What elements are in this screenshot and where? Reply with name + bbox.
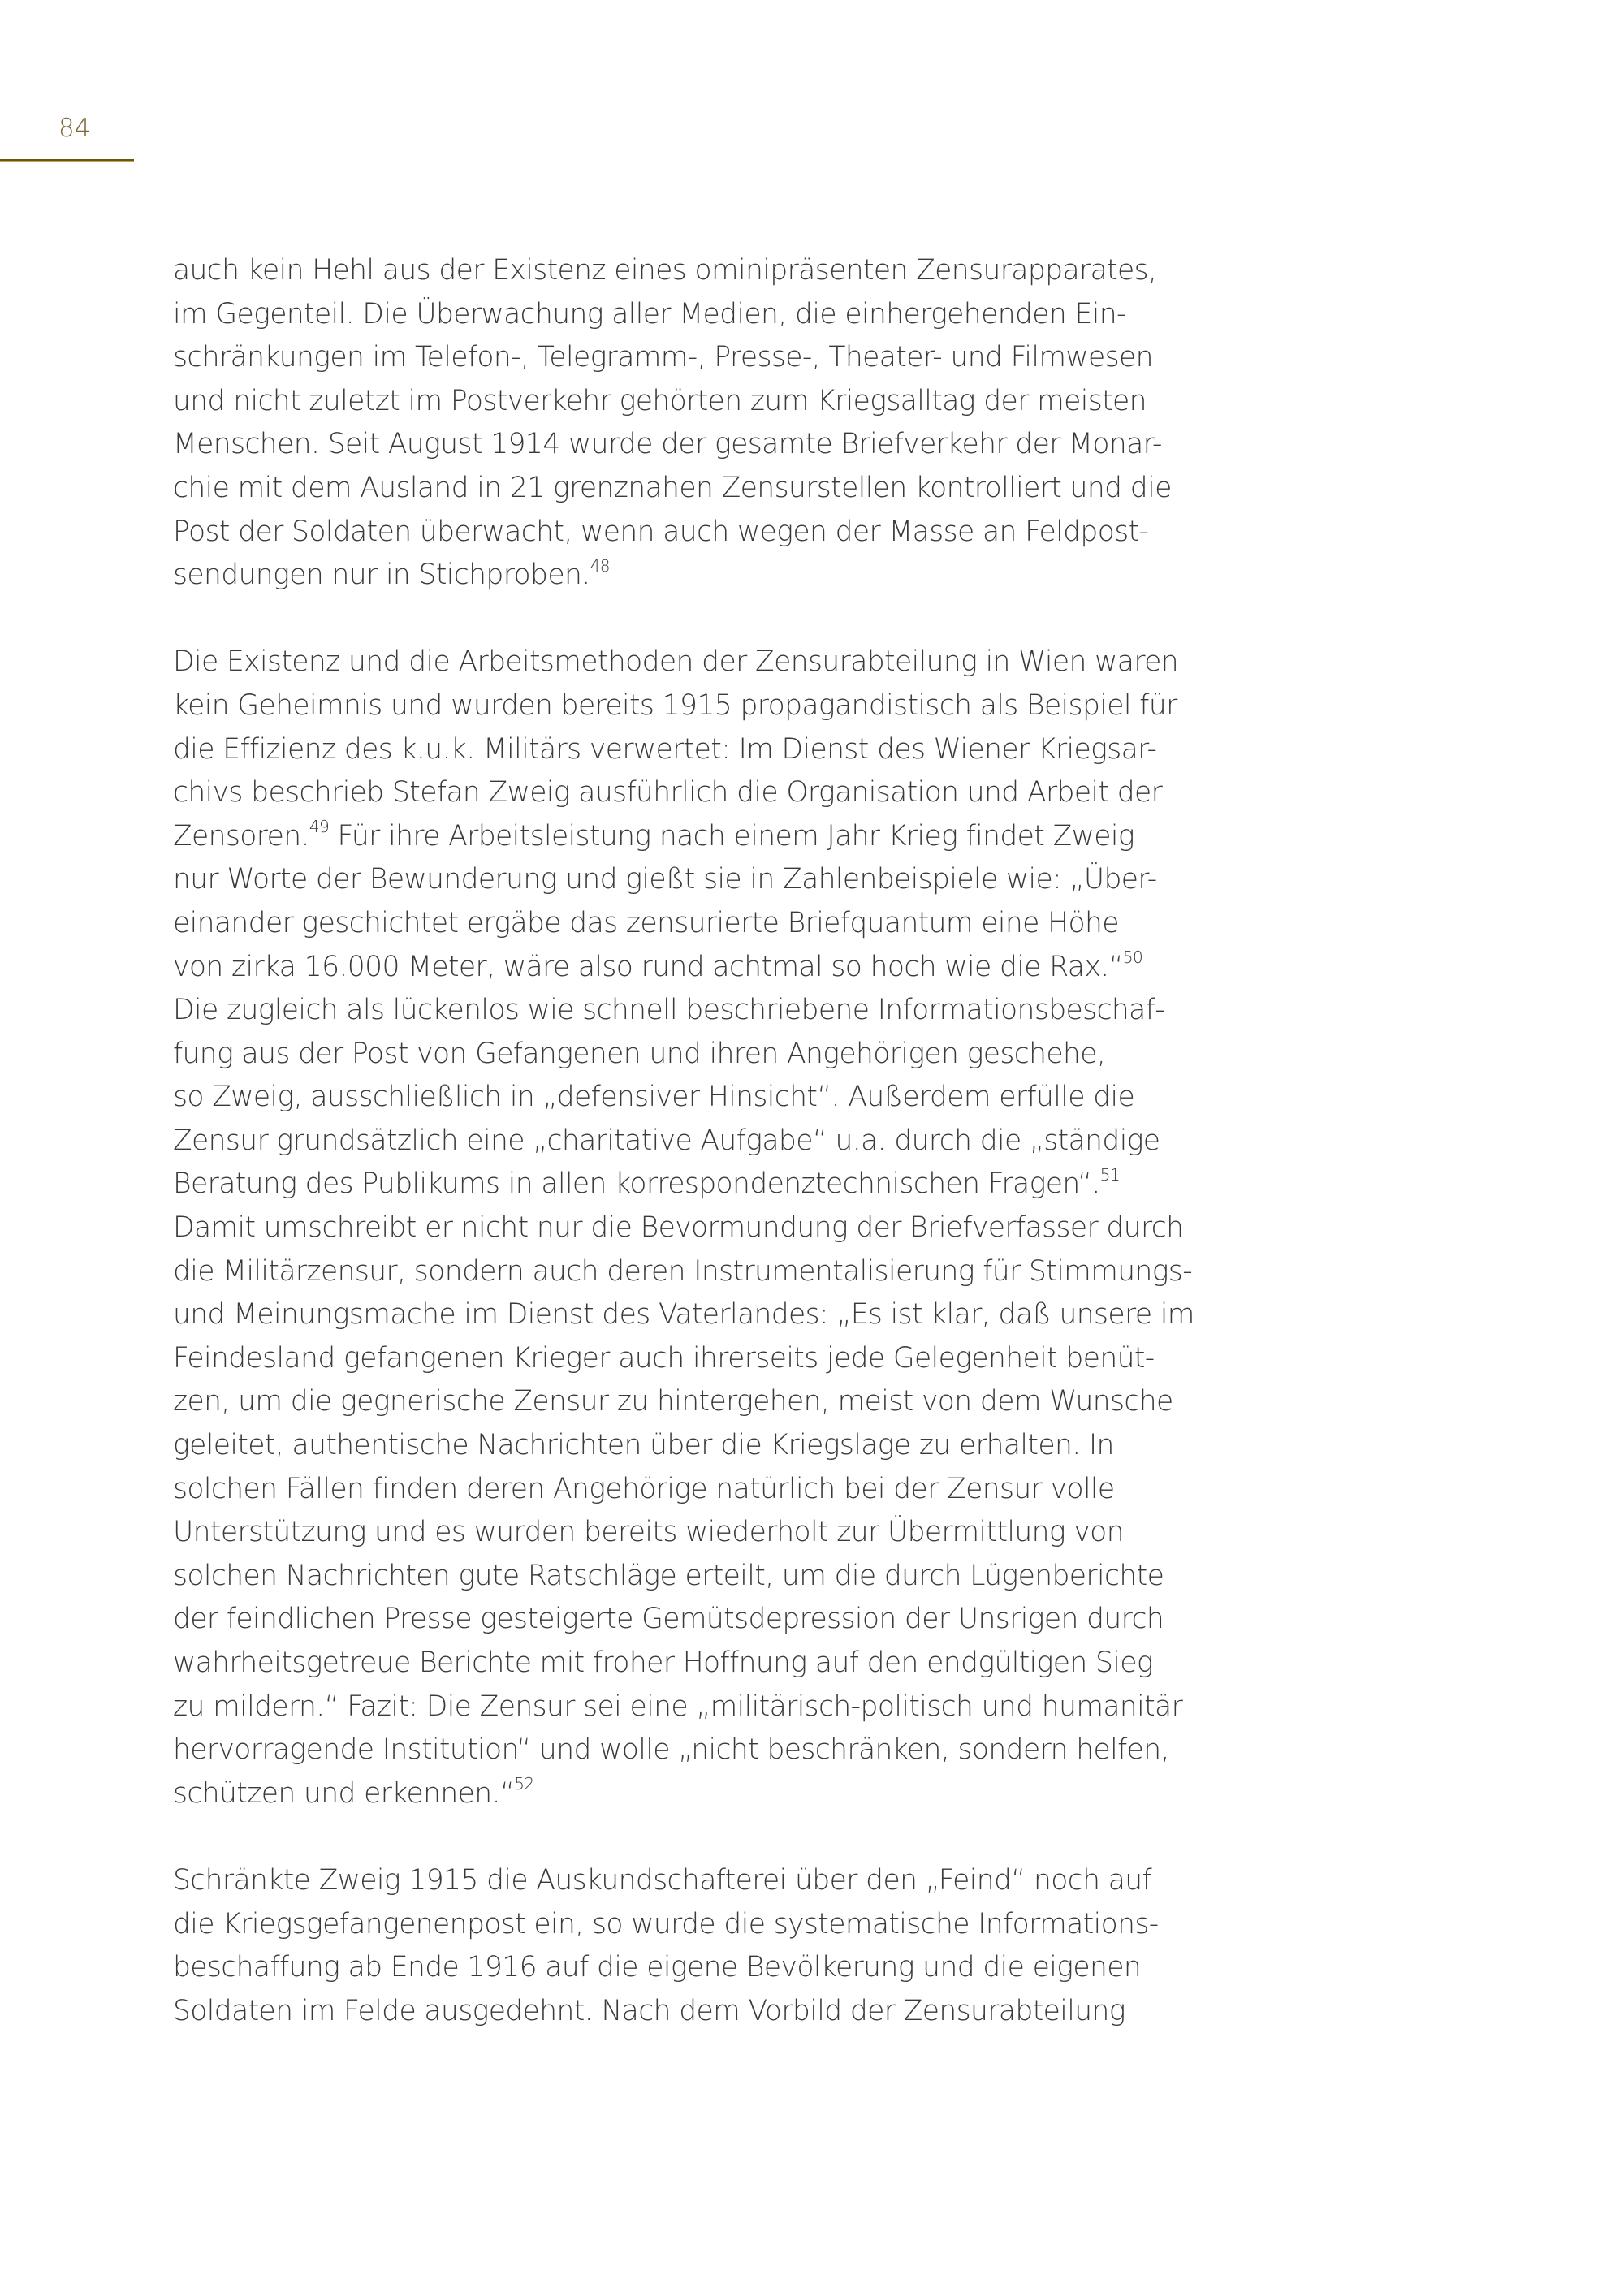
footnote-ref[interactable]: 48 (590, 555, 610, 576)
text-line: Die Existenz und die Arbeitsmethoden der Zensurabteilung in Wien waren (173, 645, 1179, 679)
text-line: Soldaten im Felde ausgedehnt. Nach dem Vorbild der Zensurabteilung (173, 1994, 1125, 2027)
text-line: die Effizienz des k.u.k. Militärs verwertet: Im Dienst des Wiener Kriegsar- (173, 732, 1157, 766)
line-text: schützen und erkennen.“ (173, 1776, 515, 1810)
line-text: von zirka 16.000 Meter, wäre also rund achtmal so hoch wie die Rax.“ (173, 950, 1123, 983)
footnote-ref[interactable]: 49 (309, 817, 330, 837)
text-line: chivs beschrieb Stefan Zweig ausführlich die Organisation und Arbeit der (173, 776, 1163, 809)
footnote-ref[interactable]: 52 (514, 1774, 534, 1794)
text-line (173, 554, 1326, 598)
footnote-ref[interactable]: 51 (1099, 1164, 1120, 1185)
text-line: Unterstützung und es wurden bereits wiederholt zur Übermittlung von (173, 1516, 1124, 1549)
line-text: Beratung des Publikums in allen korrespondenztechnischen Fragen“. (173, 1168, 1100, 1201)
paragraph-2 (173, 641, 1326, 1815)
text-line: fung aus der Post von Gefangenen und ihren Angehörigen geschehe, (173, 1037, 1106, 1070)
text-line: auch kein Hehl aus der Existenz eines ominipräsenten Zensurapparates, (173, 254, 1157, 287)
text-line: hervorragende Institution“ und wolle „nicht beschränken, sondern helfen, (173, 1733, 1169, 1767)
text-line: solchen Nachrichten gute Ratschläge erteilt, um die durch Lügenberichte (173, 1559, 1164, 1592)
paragraph-3 (173, 1859, 1326, 2033)
header-rule (0, 159, 134, 162)
text-line: geleitet, authentische Nachrichten über die Kriegslage zu erhalten. In (173, 1429, 1114, 1462)
text-line: kein Geheimnis und wurden bereits 1915 propagandistisch als Beispiel für (173, 688, 1177, 722)
text-line: Damit umschreibt er nicht nur die Bevormundung der Briefverfasser durch (173, 1211, 1184, 1245)
text-line (173, 1163, 1326, 1206)
paragraph-1 (173, 249, 1326, 598)
line-text: Zensoren. (173, 819, 309, 852)
text-line: Die zugleich als lückenlos wie schnell beschriebene Informationsbeschaf- (173, 994, 1165, 1027)
text-line (173, 1772, 1326, 1816)
text-line (173, 815, 1326, 859)
text-line: und Meinungsmache im Dienst des Vaterlandes: „Es ist klar, daß unsere im (173, 1298, 1194, 1332)
line-text: Für ihre Arbeitsleistung nach einem Jahr Krieg findet Zweig (329, 819, 1134, 852)
text-line: und nicht zuletzt im Postverkehr gehörten zum Kriegsalltag der meisten (173, 384, 1147, 417)
line-text: sendungen nur in Stichproben. (173, 559, 590, 592)
text-line: im Gegenteil. Die Überwachung aller Medien, die einhergehenden Ein- (173, 297, 1126, 330)
text-line: schränkungen im Telefon-, Telegramm-, Presse-, Theater- und Filmwesen (173, 341, 1153, 374)
text-line: so Zweig, ausschließlich in „defensiver Hinsicht“. Außerdem erfülle die (173, 1081, 1135, 1114)
text-line: die Militärzensur, sondern auch deren Instrumentalisierung für Stimmungs- (173, 1254, 1193, 1288)
text-line: beschaffung ab Ende 1916 auf die eigene Bevölkerung und die eigenen (173, 1951, 1142, 1984)
text-line (173, 946, 1326, 990)
text-line: zu mildern.“ Fazit: Die Zensur sei eine „militärisch-politisch und humanitär (173, 1690, 1183, 1723)
body-text (173, 249, 1326, 2077)
text-line: solchen Fällen finden deren Angehörige natürlich bei der Zensur volle (173, 1472, 1115, 1505)
text-line: Feindesland gefangenen Krieger auch ihrerseits jede Gelegenheit benüt- (173, 1341, 1155, 1375)
text-line: der feindlichen Presse gesteigerte Gemütsdepression der Unsrigen durch (173, 1603, 1164, 1636)
page-number: 84 (58, 114, 91, 143)
text-line: nur Worte der Bewunderung und gießt sie in Zahlenbeispiele wie: „Über- (173, 863, 1157, 896)
text-line: chie mit dem Ausland in 21 grenznahen Zensurstellen kontrolliert und die (173, 471, 1172, 504)
text-line: wahrheitsgetreue Berichte mit froher Hoffnung auf den endgültigen Sieg (173, 1647, 1154, 1679)
text-line: Schränkte Zweig 1915 die Auskundschafterei über den „Feind“ noch auf (173, 1863, 1152, 1897)
text-line: Zensur grundsätzlich eine „charitative Aufgabe“ u.a. durch die „ständige (173, 1124, 1160, 1157)
text-line: einander geschichtet ergäbe das zensurierte Briefquantum eine Höhe (173, 906, 1119, 939)
footnote-ref[interactable]: 50 (1122, 947, 1143, 967)
text-line: die Kriegsgefangenenpost ein, so wurde die systematische Informations- (173, 1907, 1159, 1940)
text-line: Post der Soldaten überwacht, wenn auch wegen der Masse an Feldpost- (173, 515, 1149, 548)
text-line: zen, um die gegnerische Zensur zu hintergehen, meist von dem Wunsche (173, 1385, 1173, 1418)
text-line: Menschen. Seit August 1914 wurde der gesamte Briefverkehr der Monar- (173, 428, 1162, 461)
